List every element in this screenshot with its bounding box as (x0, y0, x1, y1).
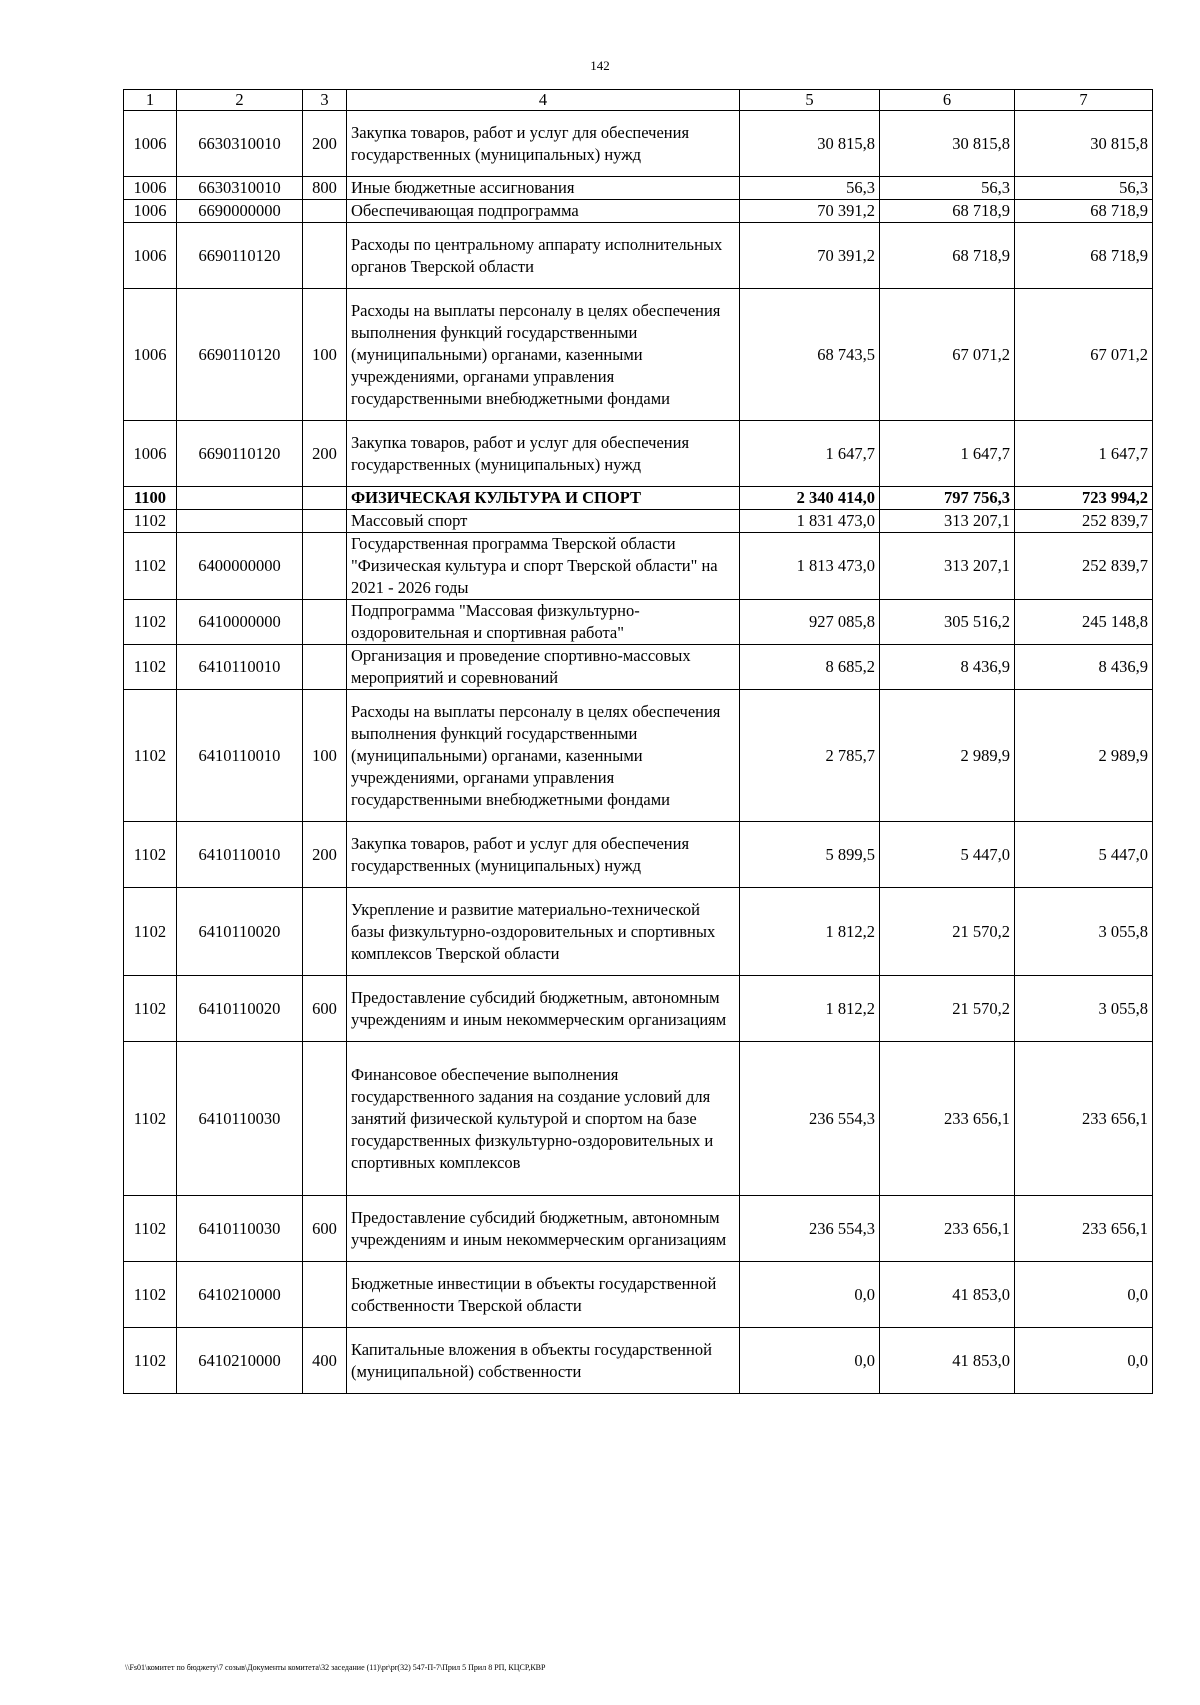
row-value-1: 70 391,2 (740, 200, 880, 223)
row-value-2: 2 989,9 (880, 690, 1015, 822)
row-target-code: 6410110020 (177, 888, 303, 976)
row-value-3: 0,0 (1015, 1262, 1153, 1328)
row-expense-type: 600 (303, 1196, 347, 1262)
row-value-3: 252 839,7 (1015, 510, 1153, 533)
row-value-3: 3 055,8 (1015, 888, 1153, 976)
row-value-1: 0,0 (740, 1328, 880, 1394)
row-value-3: 5 447,0 (1015, 822, 1153, 888)
table-row (124, 690, 1153, 822)
row-target-code: 6410210000 (177, 1262, 303, 1328)
row-value-2: 41 853,0 (880, 1262, 1015, 1328)
row-expense-type (303, 1042, 347, 1196)
row-expense-type (303, 888, 347, 976)
row-target-code: 6410110030 (177, 1196, 303, 1262)
row-name: Предоставление субсидий бюджетным, автономным учреждениям и иным некоммерческим организациям (347, 1196, 740, 1262)
row-expense-type: 800 (303, 177, 347, 200)
row-section-code: 1102 (124, 533, 177, 600)
row-section-code: 1102 (124, 1328, 177, 1394)
budget-table (123, 89, 1153, 1394)
row-value-1: 1 831 473,0 (740, 510, 880, 533)
row-value-2: 68 718,9 (880, 200, 1015, 223)
row-target-code: 6690000000 (177, 200, 303, 223)
row-name: Бюджетные инвестиции в объекты государственной собственности Тверской области (347, 1262, 740, 1328)
row-target-code: 6690110120 (177, 223, 303, 289)
table-row (124, 487, 1153, 510)
row-value-3: 56,3 (1015, 177, 1153, 200)
row-expense-type (303, 223, 347, 289)
row-name: Государственная программа Тверской области "Физическая культура и спорт Тверской области" на 2021 - 2026 годы (347, 533, 740, 600)
row-name: Подпрограмма "Массовая физкультурно-оздоровительная и спортивная работа" (347, 600, 740, 645)
row-value-3: 8 436,9 (1015, 645, 1153, 690)
row-expense-type: 200 (303, 421, 347, 487)
row-target-code: 6690110120 (177, 421, 303, 487)
row-target-code: 6410110010 (177, 690, 303, 822)
row-value-3: 67 071,2 (1015, 289, 1153, 421)
table-row (124, 1196, 1153, 1262)
row-value-1: 2 340 414,0 (740, 487, 880, 510)
table-row (124, 510, 1153, 533)
row-value-3: 68 718,9 (1015, 223, 1153, 289)
row-target-code: 6410000000 (177, 600, 303, 645)
table-row (124, 223, 1153, 289)
row-name: Укрепление и развитие материально-технической базы физкультурно-оздоровительных и спортивных комплексов Тверской области (347, 888, 740, 976)
row-value-2: 233 656,1 (880, 1196, 1015, 1262)
row-value-3: 68 718,9 (1015, 200, 1153, 223)
row-name: Расходы на выплаты персоналу в целях обеспечения выполнения функций государственными (муниципальными) органами, казенными учреждениями, органами управления государственными внебюджетными фондами (347, 289, 740, 421)
table-header-row (124, 90, 1153, 111)
row-section-code: 1102 (124, 1196, 177, 1262)
row-value-3: 3 055,8 (1015, 976, 1153, 1042)
row-value-1: 1 812,2 (740, 888, 880, 976)
row-section-code: 1006 (124, 200, 177, 223)
table-body (124, 111, 1153, 1394)
row-name: Финансовое обеспечение выполнения государственного задания на создание условий для занятий физической культурой и спортом на базе государственных физкультурно-оздоровительных и спортивных комплексов (347, 1042, 740, 1196)
row-value-1: 56,3 (740, 177, 880, 200)
row-target-code: 6690110120 (177, 289, 303, 421)
row-name: Закупка товаров, работ и услуг для обеспечения государственных (муниципальных) нужд (347, 421, 740, 487)
table-row (124, 976, 1153, 1042)
row-section-code: 1102 (124, 690, 177, 822)
row-value-2: 313 207,1 (880, 510, 1015, 533)
row-value-2: 67 071,2 (880, 289, 1015, 421)
row-value-1: 8 685,2 (740, 645, 880, 690)
table-row (124, 600, 1153, 645)
row-expense-type (303, 533, 347, 600)
table-row (124, 1262, 1153, 1328)
row-value-2: 5 447,0 (880, 822, 1015, 888)
column-header: 6 (880, 90, 1015, 111)
row-value-2: 233 656,1 (880, 1042, 1015, 1196)
row-name: Иные бюджетные ассигнования (347, 177, 740, 200)
row-value-3: 0,0 (1015, 1328, 1153, 1394)
table-row (124, 533, 1153, 600)
table-row (124, 200, 1153, 223)
column-header: 2 (177, 90, 303, 111)
row-value-2: 305 516,2 (880, 600, 1015, 645)
table-row (124, 1328, 1153, 1394)
row-name: Расходы по центральному аппарату исполнительных органов Тверской области (347, 223, 740, 289)
row-section-code: 1006 (124, 421, 177, 487)
row-expense-type (303, 1262, 347, 1328)
row-expense-type: 100 (303, 289, 347, 421)
row-value-2: 56,3 (880, 177, 1015, 200)
row-section-code: 1100 (124, 487, 177, 510)
row-expense-type (303, 200, 347, 223)
row-value-1: 70 391,2 (740, 223, 880, 289)
table-row (124, 1042, 1153, 1196)
row-value-3: 1 647,7 (1015, 421, 1153, 487)
row-expense-type: 600 (303, 976, 347, 1042)
row-name: Массовый спорт (347, 510, 740, 533)
row-target-code: 6630310010 (177, 111, 303, 177)
row-section-code: 1006 (124, 223, 177, 289)
row-section-code: 1006 (124, 111, 177, 177)
row-value-2: 30 815,8 (880, 111, 1015, 177)
table-row (124, 645, 1153, 690)
row-value-1: 1 647,7 (740, 421, 880, 487)
row-value-2: 797 756,3 (880, 487, 1015, 510)
row-value-3: 233 656,1 (1015, 1042, 1153, 1196)
row-name: Капитальные вложения в объекты государственной (муниципальной) собственности (347, 1328, 740, 1394)
row-section-code: 1102 (124, 600, 177, 645)
row-section-code: 1102 (124, 822, 177, 888)
row-target-code (177, 510, 303, 533)
row-value-1: 236 554,3 (740, 1042, 880, 1196)
row-value-2: 68 718,9 (880, 223, 1015, 289)
page-number: 142 (590, 58, 610, 73)
row-value-3: 723 994,2 (1015, 487, 1153, 510)
row-expense-type: 100 (303, 690, 347, 822)
row-value-2: 313 207,1 (880, 533, 1015, 600)
row-name: Закупка товаров, работ и услуг для обеспечения государственных (муниципальных) нужд (347, 111, 740, 177)
row-value-1: 1 813 473,0 (740, 533, 880, 600)
row-value-3: 30 815,8 (1015, 111, 1153, 177)
row-section-code: 1102 (124, 645, 177, 690)
row-target-code: 6410210000 (177, 1328, 303, 1394)
row-value-2: 41 853,0 (880, 1328, 1015, 1394)
row-target-code: 6400000000 (177, 533, 303, 600)
row-expense-type (303, 600, 347, 645)
row-value-2: 21 570,2 (880, 976, 1015, 1042)
table-row (124, 289, 1153, 421)
row-expense-type (303, 510, 347, 533)
row-target-code: 6410110010 (177, 822, 303, 888)
row-name: Организация и проведение спортивно-массовых мероприятий и соревнований (347, 645, 740, 690)
row-value-1: 2 785,7 (740, 690, 880, 822)
row-name: Обеспечивающая подпрограмма (347, 200, 740, 223)
row-expense-type: 200 (303, 111, 347, 177)
row-section-code: 1006 (124, 177, 177, 200)
row-name: ФИЗИЧЕСКАЯ КУЛЬТУРА И СПОРТ (347, 487, 740, 510)
row-value-1: 30 815,8 (740, 111, 880, 177)
row-value-2: 1 647,7 (880, 421, 1015, 487)
row-value-3: 245 148,8 (1015, 600, 1153, 645)
row-target-code (177, 487, 303, 510)
row-value-3: 252 839,7 (1015, 533, 1153, 600)
row-name: Закупка товаров, работ и услуг для обеспечения государственных (муниципальных) нужд (347, 822, 740, 888)
row-value-1: 5 899,5 (740, 822, 880, 888)
row-section-code: 1102 (124, 1042, 177, 1196)
column-header: 5 (740, 90, 880, 111)
table-row (124, 421, 1153, 487)
row-name: Расходы на выплаты персоналу в целях обеспечения выполнения функций государственными (муниципальными) органами, казенными учреждениями, органами управления государственными внебюджетными фондами (347, 690, 740, 822)
row-target-code: 6410110010 (177, 645, 303, 690)
row-section-code: 1102 (124, 888, 177, 976)
row-target-code: 6630310010 (177, 177, 303, 200)
row-name: Предоставление субсидий бюджетным, автономным учреждениям и иным некоммерческим организациям (347, 976, 740, 1042)
row-expense-type: 400 (303, 1328, 347, 1394)
table-row (124, 822, 1153, 888)
row-value-3: 233 656,1 (1015, 1196, 1153, 1262)
row-value-1: 927 085,8 (740, 600, 880, 645)
row-value-1: 1 812,2 (740, 976, 880, 1042)
row-target-code: 6410110030 (177, 1042, 303, 1196)
row-value-2: 21 570,2 (880, 888, 1015, 976)
row-value-1: 0,0 (740, 1262, 880, 1328)
row-expense-type (303, 487, 347, 510)
column-header: 4 (347, 90, 740, 111)
column-header: 1 (124, 90, 177, 111)
table-row (124, 111, 1153, 177)
row-target-code: 6410110020 (177, 976, 303, 1042)
row-value-1: 236 554,3 (740, 1196, 880, 1262)
row-section-code: 1102 (124, 976, 177, 1042)
footer-file-path: \\Fs01\комитет по бюджету\7 созыв\Документы комитета\32 заседание (11)\pr\pr(32) 547-П-7\Прил 5 Прил 8 РП, КЦСР,КВР (125, 1663, 546, 1672)
row-expense-type: 200 (303, 822, 347, 888)
row-value-3: 2 989,9 (1015, 690, 1153, 822)
row-section-code: 1102 (124, 1262, 177, 1328)
row-section-code: 1102 (124, 510, 177, 533)
row-expense-type (303, 645, 347, 690)
column-header: 7 (1015, 90, 1153, 111)
table-row (124, 888, 1153, 976)
row-value-1: 68 743,5 (740, 289, 880, 421)
table-row (124, 177, 1153, 200)
column-header: 3 (303, 90, 347, 111)
row-value-2: 8 436,9 (880, 645, 1015, 690)
row-section-code: 1006 (124, 289, 177, 421)
